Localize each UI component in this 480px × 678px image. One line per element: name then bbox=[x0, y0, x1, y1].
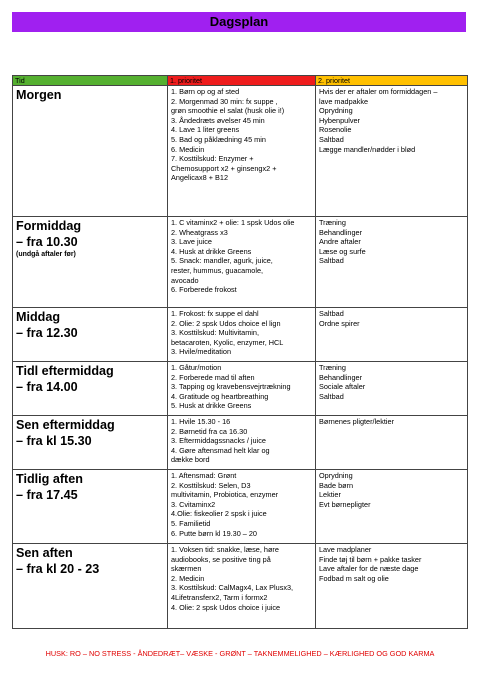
task-line: 5. Husk at drikke Greens bbox=[171, 401, 252, 411]
task-line: 4. Husk at drikke Greens bbox=[171, 246, 252, 256]
time-cell bbox=[13, 362, 168, 416]
task-line: 1. Gåtur/motion bbox=[171, 363, 222, 372]
task-line: Rosenolie bbox=[319, 125, 352, 135]
task-line: Finde tøj til børn + pakke tasker bbox=[319, 554, 422, 564]
task-line: Behandlinger bbox=[319, 227, 363, 237]
task-line: skærmen bbox=[171, 564, 202, 574]
task-line: audiobooks, se positive ting på bbox=[171, 554, 271, 564]
task-line: Evt børnepligter bbox=[319, 499, 371, 509]
task-line: Lave madplaner bbox=[319, 545, 372, 554]
time-slot-label: – fra 17.45 bbox=[16, 488, 78, 502]
priority-2-cell bbox=[316, 217, 468, 308]
task-line: 1. Aftensmad: Grønt bbox=[171, 471, 237, 480]
task-line: 6. Medicin bbox=[171, 144, 205, 154]
priority-1-cell bbox=[168, 362, 316, 416]
task-line: 4. Gøre aftensmad helt klar og bbox=[171, 445, 270, 455]
task-line: dække bord bbox=[171, 455, 210, 465]
task-line: 4Lifetransferx2, Tarm i formx2 bbox=[171, 592, 268, 602]
task-line: Fodbad m salt og olie bbox=[319, 573, 389, 583]
task-line: Træning bbox=[319, 218, 346, 227]
task-line: Andre aftaler bbox=[319, 237, 361, 247]
priority-1-cell bbox=[168, 217, 316, 308]
task-line: grøn smoothie el salat (husk olie i!) bbox=[171, 106, 285, 116]
task-line: rester, hummus, guacamole, bbox=[171, 265, 264, 275]
priority-2-cell bbox=[316, 362, 468, 416]
task-line: 1. Hvile 15.30 - 16 bbox=[171, 417, 231, 426]
task-line: 5. Snack: mandler, agurk, juice, bbox=[171, 256, 273, 266]
time-slot-label: – fra 12.30 bbox=[16, 326, 78, 340]
priority-1-cell bbox=[168, 308, 316, 362]
time-slot-label: – fra 10.30 bbox=[16, 235, 78, 249]
task-line: 2. Wheatgrass x3 bbox=[171, 227, 228, 237]
task-line: Saltbad bbox=[319, 309, 344, 318]
schedule-row bbox=[13, 544, 468, 629]
footer-reminder: HUSK: RO – NO STRESS - ÅNDEDRÆT– VÆSKE - GRØNT – TAKNEMMELIGHED – KÆRLIGHED OG GOD KARMA bbox=[45, 649, 435, 658]
time-slot-label: – fra kl 20 - 23 bbox=[16, 562, 100, 576]
task-line: Lave aftaler for de næste dage bbox=[319, 564, 419, 574]
time-cell bbox=[13, 416, 168, 470]
task-line: 2. Kosttilskud: Selen, D3 bbox=[171, 480, 251, 490]
task-line: 5. Bad og påklædning 45 min bbox=[171, 134, 266, 144]
priority-1-cell bbox=[168, 416, 316, 470]
priority-2-cell bbox=[316, 308, 468, 362]
priority-1-cell bbox=[168, 544, 316, 629]
time-cell bbox=[13, 217, 168, 308]
task-line: Oprydning bbox=[319, 471, 353, 480]
time-cell bbox=[13, 86, 168, 217]
task-line: betacaroten, Kyolic, enzymer, HCL bbox=[171, 337, 284, 347]
header-row bbox=[13, 76, 468, 86]
task-line: 4. Lave 1 liter greens bbox=[171, 125, 240, 135]
time-slot-label: Morgen bbox=[16, 88, 62, 102]
task-line: 3. Kosttilskud: CalMagx4, Lax Plusx3, bbox=[171, 583, 294, 593]
time-slot-note: (undgå aftaler før) bbox=[16, 251, 76, 258]
task-line: 2. Forberede mad til aften bbox=[171, 372, 255, 382]
priority-1-cell bbox=[168, 86, 316, 217]
task-line: 3. Cvitaminx2 bbox=[171, 499, 216, 509]
priority-2-cell bbox=[316, 416, 468, 470]
task-line: 1. Voksen tid: snakke, læse, høre bbox=[171, 545, 279, 554]
task-line: 6. Putte børn kl 19.30 – 20 bbox=[171, 528, 257, 538]
task-line: avocado bbox=[171, 275, 199, 285]
task-line: 2. Morgenmad 30 min: fx suppe , bbox=[171, 96, 278, 106]
task-line: 2. Medicin bbox=[171, 573, 205, 583]
task-line: 3. Lave juice bbox=[171, 237, 212, 247]
task-line: Hybenpulver bbox=[319, 115, 360, 125]
task-line: 2. Børnetid fra ca 16.30 bbox=[171, 426, 248, 436]
time-slot-label: Sen aften bbox=[16, 546, 73, 560]
time-cell bbox=[13, 308, 168, 362]
task-line: Behandlinger bbox=[319, 372, 363, 382]
header-priority-1: 1. prioritet bbox=[168, 76, 316, 86]
task-line: 7. Kosttilskud: Enzymer + bbox=[171, 154, 254, 164]
time-slot-label: Formiddag bbox=[16, 219, 82, 233]
task-line: 2. Olie: 2 spsk Udos choice el lign bbox=[171, 318, 281, 328]
task-line: Træning bbox=[319, 363, 346, 372]
task-line: Saltbad bbox=[319, 256, 344, 266]
task-line: 3. Hvile/meditation bbox=[171, 347, 232, 357]
time-slot-label: Middag bbox=[16, 310, 61, 324]
task-line: Angelicax8 + B12 bbox=[171, 173, 228, 183]
header-priority-2: 2. prioritet bbox=[316, 76, 468, 86]
time-slot-label: – fra kl 15.30 bbox=[16, 434, 92, 448]
schedule-row bbox=[13, 86, 468, 217]
task-line: Læse og surfe bbox=[319, 246, 366, 256]
task-line: 5. Familietid bbox=[171, 518, 211, 528]
priority-2-cell bbox=[316, 544, 468, 629]
task-line: lave madpakke bbox=[319, 96, 369, 106]
schedule-row bbox=[13, 416, 468, 470]
schedule-table bbox=[12, 75, 468, 629]
priority-2-cell bbox=[316, 470, 468, 544]
task-line: Sociale aftaler bbox=[319, 382, 366, 392]
task-line: Oprydning bbox=[319, 106, 353, 116]
task-line: 6. Forberede frokost bbox=[171, 285, 237, 295]
header-tid: Tid bbox=[13, 76, 168, 86]
task-line: 3. Åndedræts øvelser 45 min bbox=[171, 115, 265, 125]
task-line: 4. Olie: 2 spsk Udos choice i juice bbox=[171, 602, 281, 612]
task-line: 1. Børn op og af sted bbox=[171, 87, 240, 96]
task-line: 1. Frokost: fx suppe el dahl bbox=[171, 309, 259, 318]
task-line: 4. Gratitude og heartbreathing bbox=[171, 391, 269, 401]
task-line: Ordne spirer bbox=[319, 318, 360, 328]
time-cell bbox=[13, 470, 168, 544]
task-line: multivitamin, Probiotica, enzymer bbox=[171, 490, 279, 500]
task-line: Lektier bbox=[319, 490, 341, 500]
task-line: 3. Kosttilskud: Multivitamin, bbox=[171, 328, 259, 338]
time-slot-label: – fra 14.00 bbox=[16, 380, 78, 394]
task-line: 4.Olie: fiskeolier 2 spsk i juice bbox=[171, 509, 267, 519]
schedule-row bbox=[13, 362, 468, 416]
schedule-row bbox=[13, 308, 468, 362]
time-slot-label: Tidlig aften bbox=[16, 472, 83, 486]
schedule-row bbox=[13, 217, 468, 308]
time-cell bbox=[13, 544, 168, 629]
task-line: Lægge mandler/nødder i blød bbox=[319, 144, 416, 154]
task-line: Chemosupport x2 + ginsengx2 + bbox=[171, 163, 277, 173]
time-slot-label: Tidl eftermiddag bbox=[16, 364, 114, 378]
time-slot-label: Sen eftermiddag bbox=[16, 418, 115, 432]
task-line: Bade børn bbox=[319, 480, 354, 490]
schedule-row bbox=[13, 470, 468, 544]
task-line: 3. Eftermiddagssnacks / juice bbox=[171, 436, 266, 446]
task-line: Børnenes pligter/lektier bbox=[319, 417, 395, 426]
priority-2-cell bbox=[316, 86, 468, 217]
task-line: Saltbad bbox=[319, 391, 344, 401]
task-line: Saltbad bbox=[319, 134, 344, 144]
task-line: 1. C vitaminx2 + olie: 1 spsk Udos olie bbox=[171, 218, 295, 227]
page-title: Dagsplan bbox=[12, 12, 466, 32]
task-line: Hvis der er aftaler om formiddagen – bbox=[319, 87, 438, 96]
task-line: 3. Tapping og kravebensvejrtrækning bbox=[171, 382, 291, 392]
priority-1-cell bbox=[168, 470, 316, 544]
